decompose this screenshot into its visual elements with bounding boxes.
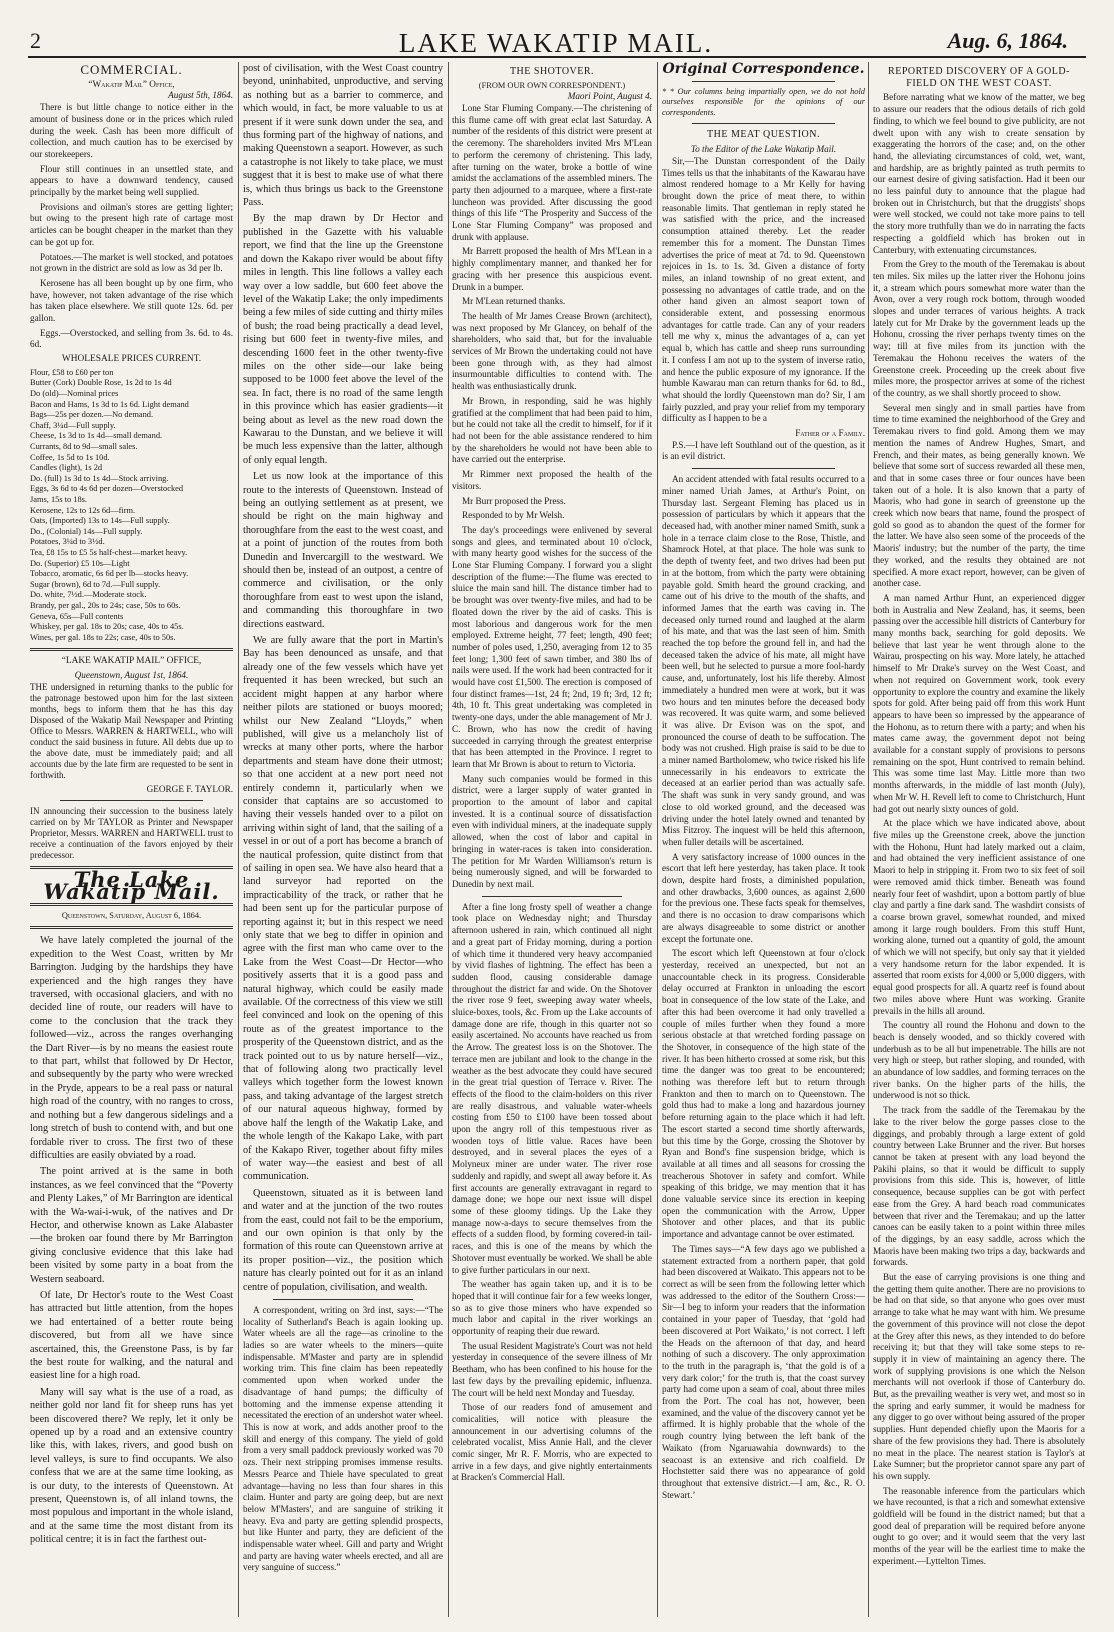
news-paragraph: A man named Arthur Hunt, an experienced digger both in Australia and New Zealand, has, it seems, been passing over the accessible hill districts of Canterbury for many months back, searching for gold deposits. We believe that last year he went through alone to the Wairau, prospecting on his way. More lately, he attached himself to Mr Drake's survey on the West Coast, and when not required on Government work, took every opportunity to explore the country and examine the likely spots for gold. After being paid off from this work Hunt appears to have been so impressed by the appearance of the Hohonu, as to return there with a party; and when his mates came away, the government depot not being available for a constant supply of provisions to persons remaining on the spot, Hunt contrived to remain behind. This was some time last May. Little more than two months afterwards, in the middle of last month (July), when Mr W. H. Revell left to come to Christchurch, Hunt had got out nearly sixty ounces of gold. [873,592,1085,814]
column-2 [243,62,443,1617]
disclaimer: * * Our columns being impartially open, we do not hold ourselves responsible for the opinions of our correspondents. [662,86,865,117]
editorial-paragraph: By the map drawn by Dr Hector and published in the Gazette with his valuable report, we find that the line up the Greenstone and down the Kakapo river would be about fifty miles in length. This line follows a valley each way over a low saddle, but 600 feet above the level of the Wakatip Lake; the only impediments being a few miles of side cutting and thirty miles of bush; the road being practically a dead level, rising but 600 feet in twenty-five miles, and descending 1600 feet in the other twenty-five miles on the other side—our lake being supposed to be 1000 feet above the level of the sea. In fact, there is no road of the same length in this province which has easier gradients—it being about as level as the new road down the Kawarau to the Dunstan, and we believe it will be much less expensive than the latter, although of only equal length. [243,213,443,466]
news-paragraph: The usual Resident Magistrate's Court was not held yesterday in consequence of the severe illness of Mr Beetham, who has been confined to his house for the last few days by the prevailing epidemic, influenza. The court will be held next Monday and Tuesday. [452,1340,652,1398]
editorial-dateline: Queenstown, Saturday, August 6, 1864. [61,910,202,920]
issue-date: Aug. 6, 1864. [947,28,1068,53]
news-paragraph: The day's proceedings were enlivened by several songs and glees, and terminated about 10 o'clock, with many hearty good wishes for the success of the Lone Star Fluming Company. I forward you a slight description of the flume:—The flume was erected to sluice the main sand hill. The distance timber had to be brought was over twenty-five miles, and had to be floated down the river by the aid of casks. This is most laborious and dangerous work for the men employed. Extreme height, 77 feet; length, 490 feet; number of poles used, 1,250, averaging from 12 to 35 feet long; 1,300 feet of sawn timber, and 380 lbs of nails were used. If the work had been contracted for it would have cost £1,500. The erection is composed of four distinct frames—1st, 24 ft; 2nd, 19 ft; 3rd, 12 ft; 4th, 10 ft. This great undertaking was completed in twenty-one days, under the able management of Mr J. C. Brown, who has now the credit of having succeeded in carrying through the greatest enterprise that has been attempted in the Province. I regret to learn that Mr Brown is about to return to Victoria. [452,524,652,769]
news-paragraph: At the place which we have indicated above, about five miles up the Greenstone creek, above the junction with the Hohonu, Hunt had lately marked out a claim, and had obtained the very inefficient assistance of one Maori to help in stripping it. From two to six feet of soil were removed amid thick timber. Beneath was found nearly four feet of washdirt, upon a bottom partly of blue clay and partly a fine dark sand. The washdirt consists of a coarse brown gravel, somewhat rounded, and mixed among it large rough boulders. From this stuff Hunt, working alone, turned out a quantity of gold, the amount of which we will not specify, but only say that it yielded a very handsome return for the labor expended. It is asserted that room exists for 4,000 or 5,000 diggers, with equal good prospects for all. A quartz reef is found about two miles above where Hunt was working. Granite prevails in the hills all around. [873,818,1085,1016]
notice-heading: “LAKE WAKATIP MAIL” OFFICE, [61,656,202,667]
notice-text: THE undersigned in returning thanks to the public for the patronage bestowed upon him for the last sixteen months, begs to inform them that he has this day Disposed of the Wakatip Mail Newspaper and Printing Office to Messrs. WARREN & HARTWELL, who will conduct the said business in future. All debts due up to the above date, must be immediately paid; and all accounts due by the late firm are requested to be sent in forthwith. [30,681,233,780]
news-paragraph: The health of Mr James Crease Brown (architect), was next proposed by Mr Glancey, on behalf of the shareholders, who said that, but for the invaluable services of Mr Brown the undertaking could not have been gone through with, as they had almost insurmountable difficulties to contend with. The health was enthusiastically drunk. [452,310,652,392]
news-paragraph: Many such companies would be formed in this district, were a larger supply of water granted in proportion to the amount of labor and capital invested. It is a continual source of dissatisfaction even with individual miners, at the inadequate supply allowed, when the cost of labor and capital in bringing in water-races is taken into consideration. The petition for Mr Warden Williamson's return is being numerously signed, and will be forwarded to Dunedin by next mail. [452,773,652,889]
commercial-paragraph: Flour still continues in an unsettled state, and appears to have a downward tendency, caused principally by the market being well supplied. [30,163,233,198]
commercial-paragraph: Kerosene has all been bought up by one firm, who have, however, not taken advantage of the rise which has taken place elsewhere. We still quote 12s. 6d. per gallon. [30,277,233,324]
news-paragraph: The escort which left Queenstown at four o'clock yesterday, received an unexpected, but not an unaccountable check in its progress. Considerable delay occurred at Frankton in unloading the escort boat in consequence of the low state of the Lake, and after this had been overcome it had only travelled a couple of miles further when they found a more serious obstacle at that wretched fording passage on the Shotover, in consequence of the high state of the river. It has been hitherto crossed at some risk, but this time the danger was too great to be encountered; nothing was therefore left but to return through Frankton and then to march on to Queenstown. The gold thus had to make a long and hazardous journey before returning again to the place which it had left. The escort started a second time shortly afterwards, but this time by the Gorge, crossing the Shotover by Ryan and Bond's fine suspension bridge, which is available at all times and all seasons for crossing the treacherous Shotover in safety and comfort. While speaking of this bridge, we may mention that it has done valuable service since its erection in keeping open the communication with the Arrow, Upper Shotover and other places, and that its public importance and advantage cannot be over estimated. [662,948,865,1240]
column-4 [662,62,865,1617]
separator [482,896,622,897]
prices-list: Flour, £58 to £60 per ton Butter (Cork) Double Rose, 1s 2d to 1s 4d Do (old)—Nominal prices Bacon and Hams, 1s 3d to 1s 6d. Light demand Bags—25s per dozen.—No demand. Chaff, 3¼d—Full supply. Cheese, 1s 3d to 1s 4d—small demand. Currants, 8d to 9d—small sales. Coffee, 1s 5d to 1s 10d. Candles (light), 1s 2d Do. (full) 1s 3d to 1s 4d—Stock arriving. Eggs, 3s 6d to 4s 6d per dozen—Overstocked Jams, 15s to 18s. Kerosene, 12s to 12s 6d—firm. Oats, (Imported) 13s to 14s—Full supply. Do., (Colonial) 14s—Full supply. Potatoes, 3¼d to 3½d. Tea, £8 15s to £5 5s half-chest—market heavy. Do. (Superior) £5 10s—Light Tobacco, aromatic, 6s 6d per lb—stocks heavy. Sugar (brown), 6d to 7d.—Full supply. Do. white, 7½d.—Moderate stock. Brandy, per gal., 20s to 24s; case, 50s to 60s. Geneva, 65s—Full contents Whiskey, per gal. 18s to 20s; case, 40s to 45s. Wines, per gal. 18s to 22s; case, 40s to 50s. [30,367,189,642]
letter-heading: THE MEAT QUESTION. [707,129,820,141]
editorial-paragraph: The point arrived at is the same in both instances, as we feel convinced that the “Poverty and Plenty Lakes,” of Mr Barrington are identical with the Wa-wai-i-wuk, of the natives and Dr Hector, and otherwise known as Lake Alabaster—the broken oar found there by Mr Barrington giving conclusive evidence that this lake had been visited by some party in a boat from the Western seaboard. [30,1166,233,1285]
notice-date: Queenstown, August 1st, 1864. [74,670,189,681]
column-3 [452,62,652,1617]
news-paragraph: Responded to by Mr Welsh. [462,510,565,521]
news-paragraph: But the ease of carrying provisions is one thing and the getting them quite another. There are no provisions to be had on that side, so that anyone who goes over must arrange to take what he may want with him. We presume the government of this province will not close the depot at the Grey after this news, as they intended to do before receiving it; but that they will take some steps to re-supply it in view of maintaining an agency there. The work of supplying provisions is one which the Nelson merchants will not overlook if those of Canterbury do. But, as the prevailing weather is very wet, and most so in the spring and early summer, it would be madness for any digger to go over without being assured of the proper supplies. Hunt depended chiefly upon the Maoris for a share of the few provisions they had. There is absolutely no meat in the place. The nearest station is Taylor's at Lake Sumner; but the proprietor cannot spare any part of his own supply. [873,1272,1085,1481]
notice-signature: GEORGE F. TAYLOR. [146,783,233,794]
news-paragraph: The track from the saddle of the Teremakau by the lake to the river below the gorge passes close to the diggings, and probably through a large extent of gold country between Lake Brunner and the river. But horses cannot be taken at present with any load beyond the Pakihi plains, so that it would be difficult to supply provisions from this side. This is, however, of little consequence, because supplies can be got with perfect ease from the Grey. A hard beach road communicates between that river and the Teremakau; and up the latter canoes can be easily taken to a point within three miles of the diggings, by an easy saddle, across which the Maoris have been making two trips a day, backwards and forwards. [873,1105,1085,1268]
page-number: 2 [30,28,41,53]
news-paragraph: The Times says—“A few days ago we published a statement extracted from a northern paper, that gold had been discovered at Waikato. This appears not to be correct as will be seen from the following letter which was addressed to the editor of the Southern Cross:—Sir—I beg to inform your readers that the information contained in your paper of Tuesday, that ‘gold had been discovered at Port Waikato,’ is not correct. I left the Heads on the afternoon of that day, and heard nothing of such a discovery. The only approximation to the truth in the paragraph is, ‘that the gold is of a very dark color;’ for the truth is, that the coast survey party had come upon a seam of coal, about three miles from the Port. The coal has not, however, been examined, and the value of the discovery cannot yet be affirmed. It is highly probable that the whole of the rough country lying between the left bank of the Waikato (from Ngaruawahia downwards) to the seacoast is an extensive and rich coalfield. Dr Hochstetter said there was no appearance of gold throughout that extensive district.—I am, &c., R. O. Stewart.’ [662,1243,865,1500]
commercial-heading: COMMERCIAL. [80,62,183,77]
news-paragraph: A correspondent, writing on 3rd inst, says:—“The locality of Sutherland's Beach is again looking up. Water wheels are all the rage—as crinoline to the ladies so are water wheels to the miners—quite indispensable. M'Master and party are in splendid working trim. This fine claim has been repeatedly commented upon when worked under the disadvantage of hand pumps; the difficulty of bottoming and the immense expense attending it necessitated the erection of an undershot water wheel. This is now at work, and adds another proof to the skill and energy of this company. The yield of gold from a very small paddock previously worked was 70 ozs. Their next stripping promises immense results. Messrs Pearce and Thiele have speculated to great advantage—having no less than four shares in this claim. Hunter and party are going deep, but are next below M'Masters', and are sanguine of striking it heavy. Eva and party are getting splendid prospects, but like Hunter and party, they are deficient of the indispensable water wheel. Gill and party and Wright and party are having water wheels erected, and all are very sanguine of success.” [243,1304,443,1573]
news-paragraph: A very satisfactory increase of 1000 ounces in the escort that left here yesterday, has taken place. It took down, despite hard frosts, a diminished population, and other drawbacks, 3,600 ounces, as against 2,600 for the previous one. These facts speak for themselves, and there is no occasion to draw comparisons which are always disagreeable to some district or another except the fortunate one. [662,851,865,944]
separator [273,1299,413,1300]
commercial-paragraph: Eggs.—Overstocked, and selling from 3s. 6d. to 4s. 6d. [30,327,233,350]
column-divider [657,62,658,1617]
letter-addressee: To the Editor of the Lake Wakatip Mail. [690,144,837,155]
commercial-paragraph: Potatoes.—The market is well stocked, and potatoes not grown in the district are sold as low as 3d per lb. [30,251,233,274]
correspondence-heading: Original Correspondence. [662,62,865,77]
column-divider [448,62,449,1617]
separator [30,648,233,651]
separator [60,800,203,801]
news-paragraph: The country all round the Hohonu and down to the beach is densely wooded, and so thickly covered with underbush as to be all but impenetrable. The hills are not very high or steep, but rather sloping, and rounded, with an abundance of low saddles, and forming terraces on the river banks. On the higher parts of the hills, the underwood is not so thick. [873,1020,1085,1101]
shotover-subtitle: (FROM OUR OWN CORRESPONDENT.) [478,80,626,90]
news-paragraph: Mr Rimmer next proposed the health of the visitors. [452,469,652,491]
news-paragraph: Lone Star Fluming Company.—The christening of this flume came off with great eclat last Saturday. A number of the residents of this district were present at the ceremony. The shareholders invited Mrs M'Lean to perform the ceremony of christening. This lady, after turning on the water, broke a bottle of wine amidst the acclamations of the assembled miners. The party then adjourned to a marquee, where a first-rate luncheon was provided. After discussing the good things of this life “The Prosperity and Success of the Lone Star Fluming Company” was proposed and drunk with applause. [452,103,652,242]
letter-postscript: P.S.—I have left Southland out of the question, as it is an evil district. [662,439,865,462]
news-paragraph: An accident attended with fatal results occurred to a miner named Uriah James, at Arthur's Point, on Thursday last. Sergeant Fleming has placed us in possession of particulars by which it appears that the deceased had, with another miner named Smith, sunk a hole in a terrace claim close to the Rose, Thistle, and Shamrock Hotel, at that place. The hole was sunk to the depth of twenty feet, and two drives had been put in at the bottom, from which the party were obtaining payable gold. Smith heard the ground cracking, and came out of his drive to the mouth of the shafts, and informed James that the earth was caving in. The deceased only turned round and laughed at the alarm of his mate, and that was the last seen of him. Smith reached the top before the ground fell in, and had the deceased taken the advice of his mate, all might have been well, but he selected to pursue a more fool-hardy cause, and, unfortunately, lost his life thereby. Almost immediately a hundred men were at work, but it was two hours and ten minutes before the deceased body was recovered. It was quite warm, and some believed it was alive. Dr Evison was on the spot, and pronounced the course of death to be suffocation. The body was not crushed. High praise is said to be due to a miner named Bartholomew, who twice risked his life unnecessarily in his endeavors to extricate the deceased at an earlier period than was actually safe. The shaft was sunk in very sandy ground, and was close to old worked ground, and the deceased was driving under the hotel lately owned and tenanted by Miss Fitzroy. The inquest will be held this afternoon, when fuller details will be ascertained. [662,474,865,847]
separator [30,926,233,929]
office-date: August 5th, 1864. [168,90,233,101]
editorial-paragraph: Queenstown, situated as it is between land and water and at the junction of the two routes from the east, could not fail to be the emporium, and our own opinion is that only by the formation of this route can Queenstown arrive at its proper position—viz., the position which nature has clearly pointed out for it as an inland centre of population, civilisation, and wealth. [243,1187,443,1293]
news-paragraph: Mr Burr proposed the Press. [462,495,566,506]
news-paragraph: Mr M'Lean returned thanks. [462,296,566,307]
editorial-paragraph: Of late, Dr Hector's route to the West Coast has attracted but little attention, from the hopes we had entertained of a better route being discovered, but from all we have since ascertained, this, the Greenstone Pass, is by far the best route for walking, and the natural and easiest line for a high road. [30,1289,233,1382]
commercial-paragraph: Provisions and oilman's stores are getting lighter; but owing to the present high rate of cartage most articles can be bought cheaper in the market than they can be got up for. [30,201,233,247]
column-5 [873,62,1085,1617]
news-paragraph: Before narrating what we know of the matter, we beg to assure our readers that the odious details of rich gold finding, to which we feel bound to give publicity, are not dwelt upon with any wish to create sensation by exaggerating the horrors of the case; and, on the other hand, the alleviating circumstances of cold, wet, want, and hardship, are as brightly painted as truth permits to our earnest desire of giving satisfaction. Had it been our no less painful duty to announce that the plague had broken out in Christchurch, but that the druggists' shops were well stocked, we could not take more pains to tell the story more truthfully than we do in narrating the facts respecting a goldfield which has broken out in Canterbury, with extenuating circumstances. [873,92,1085,255]
newspaper-flag: The Lake Wakatip Mail. [43,867,220,905]
prices-heading: WHOLESALE PRICES CURRENT. [61,354,202,365]
notice-text: IN announcing their succession to the business lately carried on by Mr TAYLOR as Printer and Newspaper Proprietor, Messrs. WARREN and HARTWELL trust to receive a continuation of the favors enjoyed by their predecessor. [30,806,233,861]
office-line: “Wakatip Mail” Office, [88,78,175,89]
separator [692,123,835,124]
editorial-paragraph: We have lately completed the journal of the expedition to the West Coast, written by Mr Barrington. Judging by the hardships they have experienced and the high ranges they have traversed, with occasional glaciers, and with no decided line of route, our readers will have to come to the conclusion that the track they followed—viz., across the ranges overhanging the Dart River—is by no means the easiest route to that part, whilst that followed by Dr Hector, and subsequently by the party who were wrecked in the Pryde, appears to be a real pass or natural high road of the country, with no ranges to cross, and nothing but a few dangerous sidelings and a long stretch of bush to contend with, and but one fordable river to cross. The first two of these difficulties are easily obviated by a road. [30,935,233,1161]
shotover-heading: THE SHOTOVER. [509,66,595,77]
editorial-paragraph: Many will say what is the use of a road, as neither gold nor land fit for sheep runs has yet been discovered there? We reply, let it only be opened up by a road and an extensive country like this, with lakes, rivers, and good bush on level valleys, is sure to find occupants. We also confess that we are at the same time looking, as is our duty, to the interests of Queenstown. At present, Queenstown is, of all inland towns, the most populous and important in the whole island, and at the same time the most distant from its political centre; it is in fact the farthest out- [30,1386,233,1546]
separator [692,81,835,82]
masthead-rule [28,56,1086,58]
news-paragraph: After a fine long frosty spell of weather a change took place on Wednesday night; and Thursday afternoon ushered in rain, which continued all night and a great part of Friday morning, during a portion of which time it thundered very heavy accompanied by vivid flashes of lightning. The effect has been a sudden flood, causing considerable damage throughout the district far and wide. On the Shotover the river rose 9 feet, sweeping away water wheels, sluice-boxes, tools, &c. From up the Lake accounts of damage done are rife, though in this quarter not so easily ascertained. No accounts have reached us from the Arrow. The greatest loss is on the Shotover. The terrace men are jubilant and look to the change in the weather as the best advocate they could have secured in the great trial question of Terrace v. River. The effects of the flood to the claim-holders on this river are really disastrous, and valuable water-wheels costing from £50 to £100 have been tossed about upon the angry roll of this tempestuous river as wooden toys of little value. Races have been destroyed, and in several places the eyes of a Molyneux miner are under water. The river rose suddenly and rapidly, and swept all away before it. As first accounts are generally extravagant in regard to damage done; we hope our next issue will dispel some of these gloomy tidings. Up the Lake they manage now-a-days to secure themselves from the effects of a sudden flood, by forming covered-in tail-races, and this is one of the means by which the Shotover must eventually be worked. We shall be able to give further particulars in our next. [452,901,652,1275]
news-paragraph: The reasonable inference from the particulars which we have recounted, is that a rich and somewhat extensive goldfield will be found in the district named; but that a good deal of preparation will be required before anyone ought to go over; and it would seem that the very last months of the year will be the earliest time to make the experiment.—Lyttelton Times. [873,1485,1085,1566]
editorial-paragraph: We are fully aware that the port in Martin's Bay has been denounced as unsafe, and that already one of the few vessels which have yet frequented it has been wrecked, but such an accident might happen at any harbor where neither pilots are stationed or buoys moored; whilst our New Zealand “Lloyds,” when published, will give us a melancholy list of wrecks at many other ports, where the harbor departments and steam have done their utmost; so that one accident at a new port need not entirely condemn it, particularly when we consider that captains are so accustomed to having their vessels handed over to a pilot on arriving within sight of land, that the sailing of a vessel in or out of a port has become a branch of the nautical profession, quite distinct from that of sailing in open sea. We have also heard that a land surveyor had reported on the impracticability of the track, or rather that he had been sent up for the particular purpose of reporting against it; but in this respect we need only state that we beg to differ in opinion and agree with the first man who came over to the Lake from the West Coast—Dr Hector—who positively asserts that it is a good pass and natural highway, which could be easily made available. Of the correctness of this view we still feel convinced and look on the opening of this route as of the greatest importance to the prosperity of the Queenstown district, and as the track pointed out to us by nature herself—viz., that of following along two practically level valleys which together form the lowest known pass, and taking advantage of the largest stretch of our natural aqueous highway, formed by above half the length of the Wakatip Lake, and the whole length of the Kakapo Lake, with part of the Kakapo River, together about fifty miles of water way—the easiest and best of all communication. [243,635,443,1183]
letter-body: Sir,—The Dunstan correspondent of the Daily Times tells us that the inhabitants of the Kawarau have almost rendered homage to a Mr Kelly for having brought down the price of meat there, to within reasonable limits. That gentleman in reply stated he was satisfied with the price, and the increased consumption attained thereby. Let the reader remember this for a moment. The Dunstan Times advertises the price of meat at 7d. to 9d. Queenstown rejoices in 1s. to 1s. 3d. Given a distance of forty miles, an inland township of no great extent, and possessing no advantages of cattle trade, and on the other hand given an almost seaport town of considerable extent, and possessing enormous advantages for cattle trade. Can any of your readers tell me why x, minus the advantages of a, can yet equal b, which has cattle and sheep runs surrounding it. I confess I am not up to the system of inverse ratio, and hence the public exposure of my ignorance. If the humble Kawarau man can return thanks for 6d. to 8d., what should the lordly Queenstown man do? Sir, I am fairly puzzled, and pray your relief from my temporary difficulty as I happen to be a [662,155,865,424]
editorial-paragraph: post of civilisation, with the West Coast country beyond, uninhabited, unproductive, and serving as nothing but as a barrier to commerce, and which would, in fact, be more valuable to us at present if it were sunk down under the sea, and thus forming part of the highway of nations, and making Queenstown a seaport. However, as such a catastrophe is not likely to take place, we must suggest that it is best to make use of what there is, which thus brings us back to the Greenstone Pass. [243,63,443,209]
editorial-paragraph: Let us now look at the importance of this route to the interests of Queenstown. Instead of being an outlying settlement as at present, we should be right on the main highway and thoroughfare from the east to the west coast, and at a point of junction of the routes from both Dunedin and Invercargill to the westward. We should then be, instead of an outpost, a centre of commerce and civilisation, or the only thoroughfare from east to west upon the island, and commanding this thoroughfare in two directions eastward. [243,471,443,630]
news-paragraph: From the Grey to the mouth of the Teremakau is about ten miles. Six miles up the latter river the Hohonu joins it, a stream which pours somewhat more water than the Avon, over a very rough rock bottom, through wooded slopes and under terraces of various heights. A track lately cut for Mr Drake by the government leads up the Hohonu, crossing the river perhaps twenty times on the way; till at five miles from its junction with the Teremakau the Hohonu receives the waters of the Greenstone creek. Proceeding up the creek about five miles more, the prospector arrives at some of the richest of the country, as we shall shortly proceed to show. [873,259,1085,398]
letter-signature: Father of a Family. [795,428,865,439]
separator [692,468,835,469]
column-1 [30,62,233,1617]
masthead [30,28,1082,56]
news-paragraph: Mr Brown, in responding, said he was highly gratified at the compliment that had been paid to him, but he could not take all the credit to himself, for if it had not been for the able assistance rendered to him by the shareholders he would not have been able to have carried out the enterprise. [452,395,652,465]
news-paragraph: Several men singly and in small parties have from time to time examined the neighborhood of the Grey and Teremakau rivers to find gold. Among them we may mention the names of Andrew Hughes, Smart, and French, and their mates, as being generally known. We believe that some sort of success rewarded all these men, and that in some cases three or four ounces have been taken out of a hole. It is also known that a party of Maoris, who had gone in search of greenstone up the creek which now bears that name, found the prospect of gold so good as to abandon the quest of the former for the latter. We have also seen some of the proceeds of the Maoris' industry; but the number of the party, the time they worked, and the results they obtained are not specified. A more exact report, however, can be given of another case. [873,402,1085,589]
goldfield-heading: REPORTED DISCOVERY OF A GOLD-FIELD ON THE WEST COAST. [888,66,1070,89]
news-paragraph: The weather has again taken up, and it is to be hoped that it will continue fair for a few weeks longer, so as to give those miners who have expended so much labor and capital in the river workings an opportunity of reaping their due reward. [452,1279,652,1337]
newspaper-title: LAKE WAKATIP MAIL. [398,28,714,58]
news-paragraph: Those of our readers fond of amusement and comicalities, will notice with pleasure the announcement in our advertising columns of the celebrated vocalist, Miss Annie Hall, and the clever comic singer, Mr R. F. Morris, who are expected to arrive in a few days, and give nightly entertainments at Bracken's Commercial Hall. [452,1402,652,1483]
shotover-dateline: Maori Point, August 4. [567,91,652,102]
column-divider [868,62,869,1617]
commercial-paragraph: There is but little change to notice either in the amount of business done or in the prices which ruled during the week. Cash has been more difficult of collection, and much caution has to be exercised by our storekeepers. [30,102,233,159]
column-divider [238,62,239,1617]
news-paragraph: Mr Barrett proposed the health of Mrs M'Lean in a highly complimentary manner, and thanked her for gracing with her presence this auspicious event. Drunk in a bumper. [452,246,652,292]
